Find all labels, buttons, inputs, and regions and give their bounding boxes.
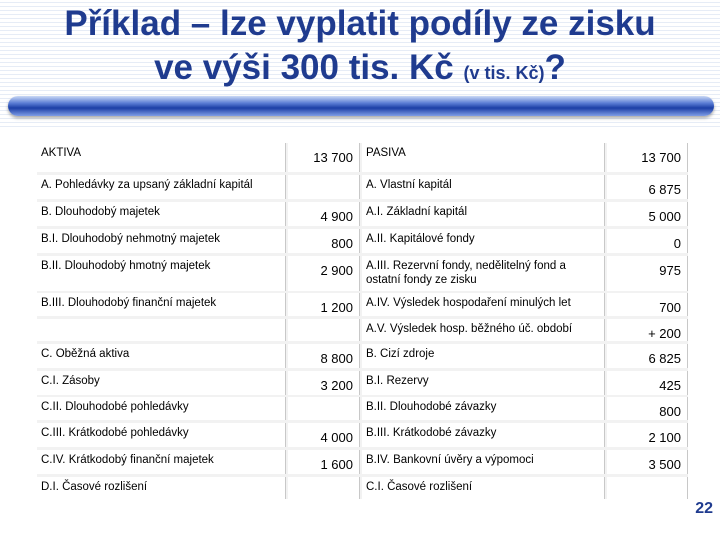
decorative-bar	[8, 96, 714, 116]
title-line-1: Příklad – lze vyplatit podíly ze zisku	[64, 4, 656, 43]
aktiva-row-label: B.I. Dlouhodobý nehmotný majetek	[37, 229, 286, 253]
aktiva-header-value: 13 700	[288, 143, 360, 172]
aktiva-header-label: AKTIVA	[37, 143, 286, 172]
aktiva-row-label: C.I. Zásoby	[37, 371, 286, 395]
pasiva-row-value: 3 500	[607, 450, 688, 474]
pasiva-row-value: 975	[607, 256, 688, 291]
page-number: 22	[695, 500, 713, 517]
pasiva-row-label: A.V. Výsledek hosp. běžného úč. období	[362, 319, 605, 341]
pasiva-header-value: 13 700	[607, 143, 688, 172]
pasiva-header-label: PASIVA	[362, 143, 605, 172]
pasiva-row-label: A.I. Základní kapitál	[362, 202, 605, 226]
aktiva-row-value: 3 200	[288, 371, 360, 395]
aktiva-row-label: C.II. Dlouhodobé pohledávky	[37, 397, 286, 420]
aktiva-row-value: 1 200	[288, 293, 360, 316]
aktiva-row-value: 1 600	[288, 450, 360, 474]
aktiva-row-label	[37, 319, 286, 341]
aktiva-row-label: B.III. Dlouhodobý finanční majetek	[37, 293, 286, 316]
pasiva-row-label: B.III. Krátkodobé závazky	[362, 423, 605, 447]
pasiva-row-label: B.IV. Bankovní úvěry a výpomoci	[362, 450, 605, 474]
aktiva-row-value: 800	[288, 229, 360, 253]
pasiva-row-label: A.III. Rezervní fondy, nedělitelný fond a ostatní fondy ze zisku	[362, 256, 605, 291]
pasiva-row-label: A. Vlastní kapitál	[362, 175, 605, 199]
aktiva-row-value: 4 000	[288, 423, 360, 447]
pasiva-row-label: B. Cizí zdroje	[362, 344, 605, 368]
pasiva-row-value: 425	[607, 371, 688, 395]
pasiva-row-value: 6 825	[607, 344, 688, 368]
pasiva-row-value: 0	[607, 229, 688, 253]
aktiva-row-value: 2 900	[288, 256, 360, 291]
aktiva-row-label: C.III. Krátkodobé pohledávky	[37, 423, 286, 447]
aktiva-row-value	[288, 397, 360, 420]
title-question-mark: ?	[544, 48, 566, 87]
aktiva-row-value	[288, 319, 360, 341]
aktiva-row-label: A. Pohledávky za upsaný základní kapitál	[37, 175, 286, 199]
pasiva-row-value: 6 875	[607, 175, 688, 199]
balance-sheet-table	[37, 143, 688, 499]
aktiva-row-value: 4 900	[288, 202, 360, 226]
pasiva-row-label: B.I. Rezervy	[362, 371, 605, 395]
aktiva-row-label: C.IV. Krátkodobý finanční majetek	[37, 450, 286, 474]
title-line-2	[0, 46, 720, 95]
pasiva-row-value: 5 000	[607, 202, 688, 226]
aktiva-row-value: 8 800	[288, 344, 360, 368]
pasiva-row-value: 700	[607, 293, 688, 316]
aktiva-row-value	[288, 477, 360, 499]
pasiva-row-label: A.II. Kapitálové fondy	[362, 229, 605, 253]
pasiva-row-label: A.IV. Výsledek hospodaření minulých let	[362, 293, 605, 316]
slide-title	[0, 2, 720, 95]
pasiva-row-value: + 200	[607, 319, 688, 341]
aktiva-row-value	[288, 175, 360, 199]
pasiva-row-value: 800	[607, 397, 688, 420]
pasiva-row-value	[607, 477, 688, 499]
title-line-2-main: ve výši 300 tis. Kč	[154, 48, 454, 87]
pasiva-row-label: B.II. Dlouhodobé závazky	[362, 397, 605, 420]
aktiva-row-label: B. Dlouhodobý majetek	[37, 202, 286, 226]
aktiva-row-label: B.II. Dlouhodobý hmotný majetek	[37, 256, 286, 291]
pasiva-row-label: C.I. Časové rozlišení	[362, 477, 605, 499]
title-unit-note: (v tis. Kč)	[463, 63, 545, 83]
pasiva-row-value: 2 100	[607, 423, 688, 447]
aktiva-row-label: C. Oběžná aktiva	[37, 344, 286, 368]
aktiva-row-label: D.I. Časové rozlišení	[37, 477, 286, 499]
